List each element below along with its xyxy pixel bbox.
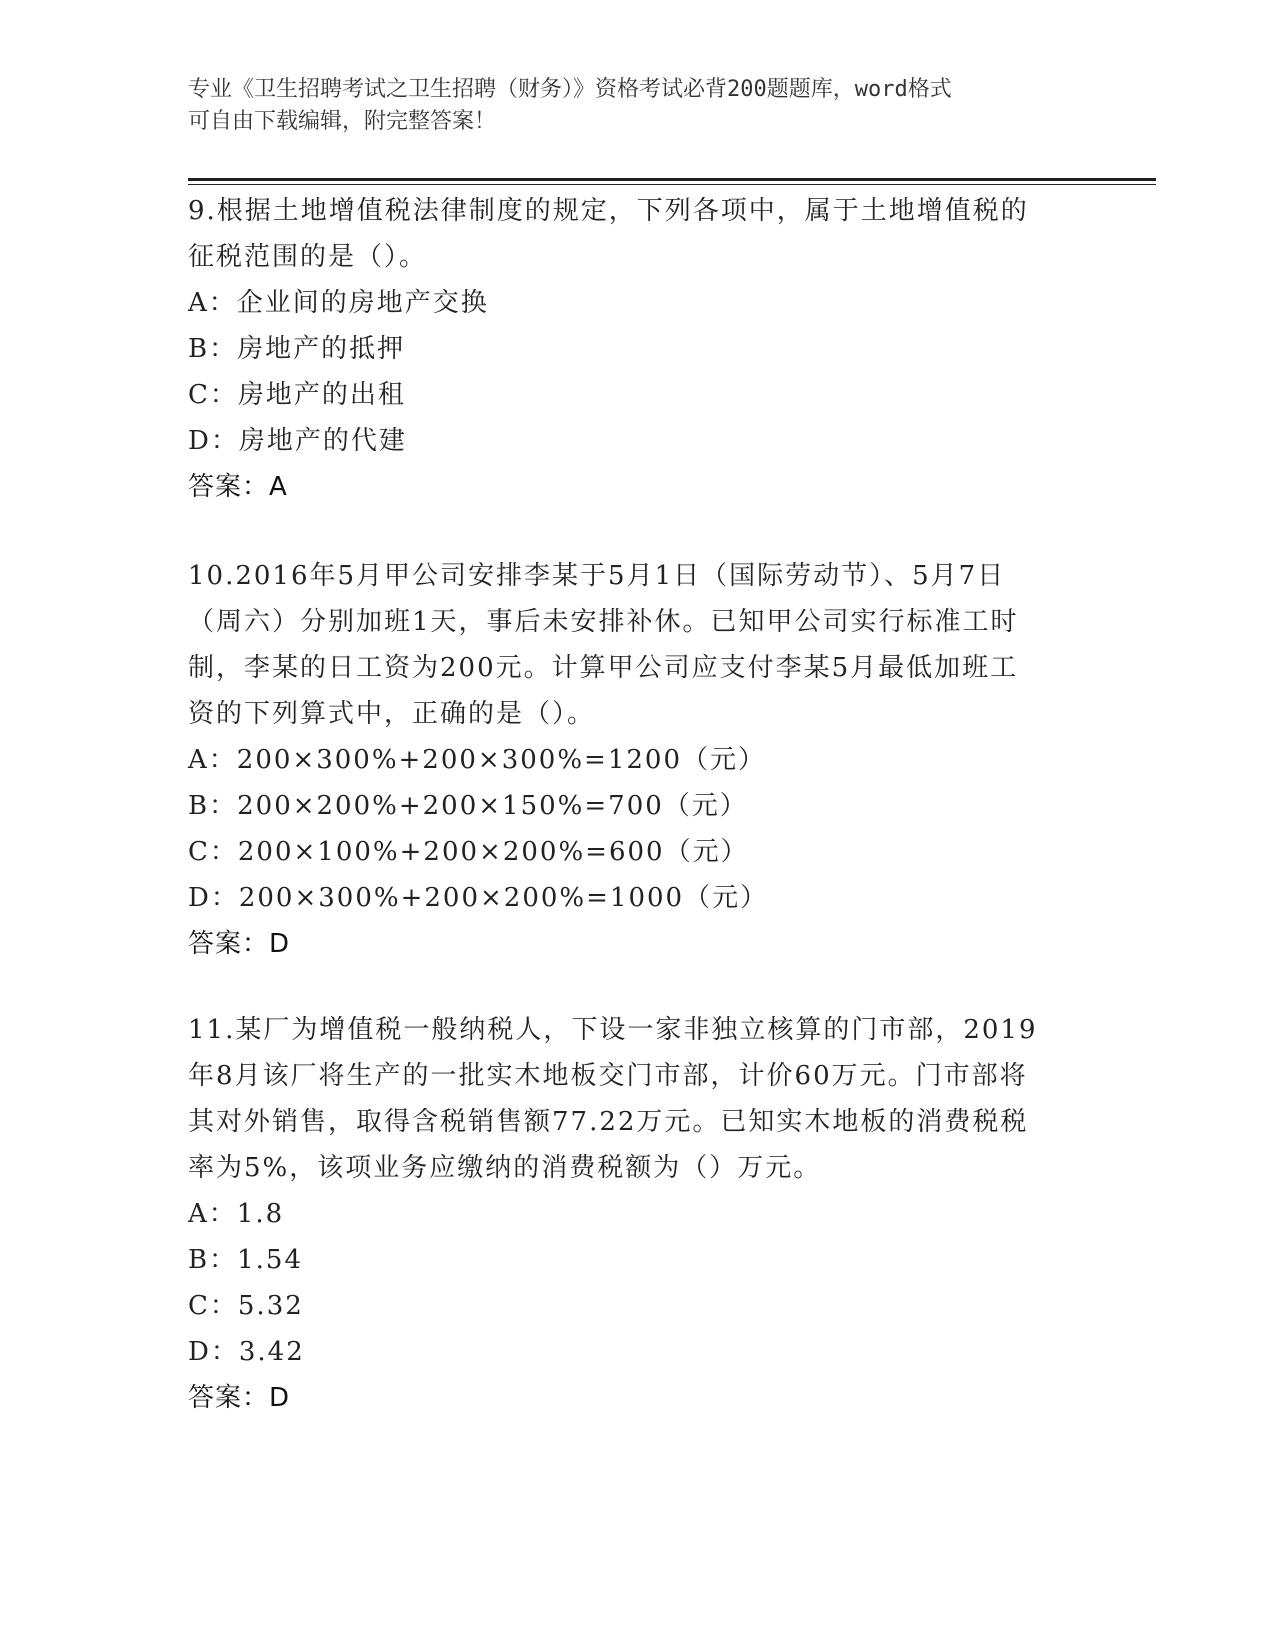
question-text-line: 率为5%，该项业务应缴纳的消费税额为（）万元。 — [188, 1153, 822, 1183]
header-divider-thin — [188, 184, 1156, 185]
header-divider-thick — [188, 178, 1156, 181]
question-text-line: 10.2016年5月甲公司安排李某于5月1日（国际劳动节）、5月7日 — [188, 561, 1006, 591]
document-header — [188, 74, 1068, 138]
option-b: B：200×200%+200×150%=700（元） — [188, 791, 748, 821]
option-a: A：企业间的房地产交换 — [188, 288, 489, 318]
answer-line: 答案：A — [188, 472, 288, 502]
question-text-line: 11.某厂为增值税一般纳税人，下设一家非独立核算的门市部，2019 — [188, 1015, 1038, 1045]
question-9 — [188, 188, 1068, 510]
question-text-line: 年8月该厂将生产的一批实木地板交门市部，计价60万元。门市部将 — [188, 1061, 1028, 1091]
option-a: A：1.8 — [188, 1199, 285, 1229]
option-d: D：3.42 — [188, 1337, 305, 1367]
question-text-line: 征税范围的是（）。 — [188, 242, 428, 272]
question-11 — [188, 1007, 1068, 1421]
question-text-line: （周六）分别加班1天，事后未安排补休。已知甲公司实行标准工时 — [188, 607, 1019, 637]
option-c: C：5.32 — [188, 1291, 304, 1321]
answer-line: 答案：D — [188, 1383, 291, 1413]
option-d: D：房地产的代建 — [188, 426, 407, 456]
option-c: C：房地产的出租 — [188, 380, 406, 410]
question-text-line: 资的下列算式中，正确的是（）。 — [188, 699, 596, 729]
question-text-line: 其对外销售，取得含税销售额77.22万元。已知实木地板的消费税税 — [188, 1107, 1029, 1137]
question-text-line: 9.根据土地增值税法律制度的规定，下列各项中，属于土地增值税的 — [188, 196, 1029, 226]
question-10 — [188, 553, 1068, 967]
header-line: 专业《卫生招聘考试之卫生招聘（财务）》资格考试必背200题题库，word格式 — [188, 77, 952, 102]
answer-line: 答案：D — [188, 929, 291, 959]
option-d: D：200×300%+200×200%=1000（元） — [188, 883, 769, 913]
header-line: 可自由下载编辑，附完整答案！ — [188, 109, 497, 134]
option-a: A：200×300%+200×300%=1200（元） — [188, 745, 766, 775]
question-text-line: 制，李某的日工资为200元。计算甲公司应支付李某5月最低加班工 — [188, 653, 1019, 683]
option-b: B：房地产的抵押 — [188, 334, 406, 364]
option-b: B：1.54 — [188, 1245, 303, 1275]
option-c: C：200×100%+200×200%=600（元） — [188, 837, 749, 867]
